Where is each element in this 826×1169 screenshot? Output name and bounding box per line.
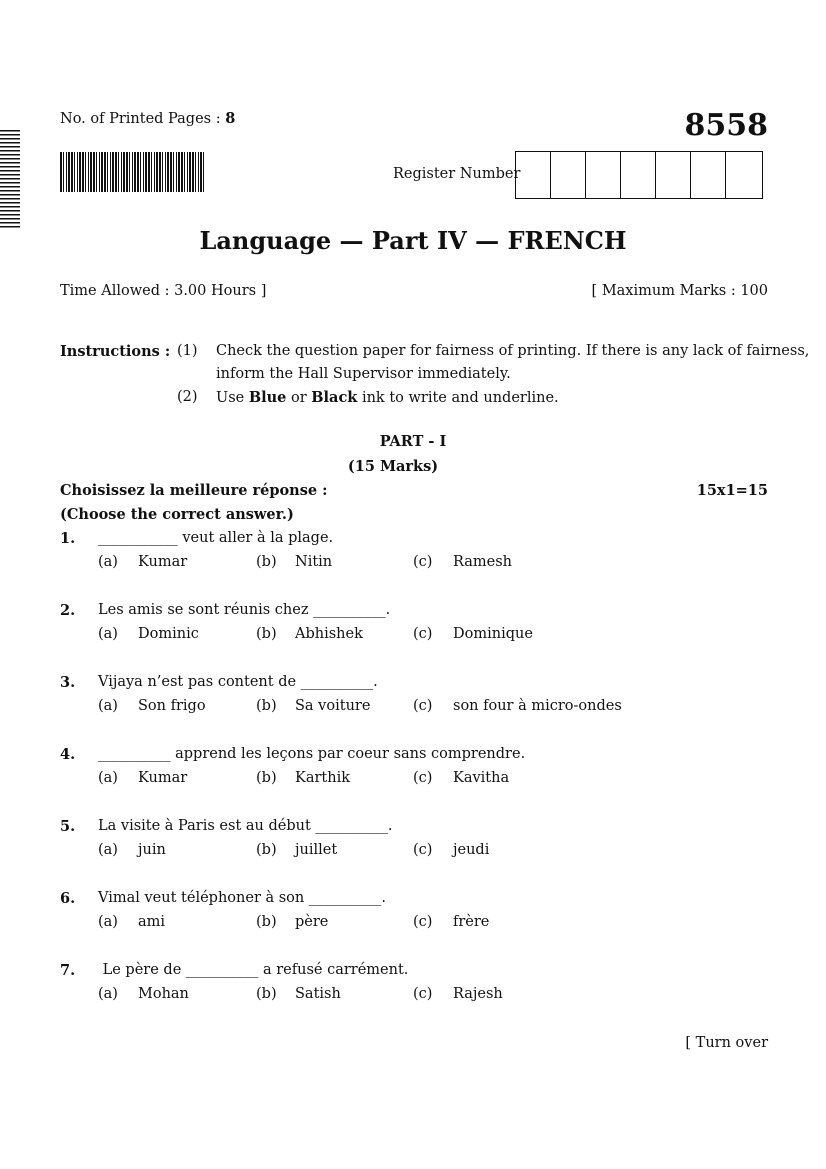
instructions-label: Instructions : [60,343,171,360]
question-number: 3. [60,674,76,691]
option-text: Kumar [138,554,188,570]
option-label: (c) [413,770,433,786]
option-label: (c) [413,698,433,714]
option-text: Son frigo [138,698,206,714]
question-number: 5. [60,818,76,835]
paper-title: Language — Part IV — FRENCH [199,226,627,255]
register-digit-box[interactable] [726,152,762,198]
question-number: 7. [60,962,76,979]
option-text: jeudi [453,842,490,858]
option-text: frère [453,914,490,930]
maximum-marks: [ Maximum Marks : 100 [591,283,768,299]
register-digit-box[interactable] [691,152,726,198]
option-text: Kavitha [453,770,510,786]
option-label: (a) [98,554,118,570]
section-scoring: 15x1=15 [696,482,768,499]
question-text: ___________ veut aller à la plage. [98,530,334,546]
instruction-2-number: (2) [177,389,198,405]
instruction-1-number: (1) [177,343,198,359]
option-label: (b) [256,986,277,1002]
option-label: (c) [413,626,433,642]
paper-code: 8558 [684,108,768,143]
option-label: (a) [98,626,118,642]
option-text: juin [138,842,166,858]
option-text: ami [138,914,166,930]
question-text: Les amis se sont réunis chez __________. [98,602,391,618]
part-marks: (15 Marks) [347,458,439,475]
option-label: (c) [413,554,433,570]
option-text: Dominic [138,626,199,642]
option-label: (b) [256,770,277,786]
option-text: Dominique [453,626,533,642]
question-text: Vijaya n’est pas content de __________. [98,674,378,690]
option-text: Abhishek [295,626,363,642]
printed-pages: No. of Printed Pages : 8 [60,110,236,127]
option-label: (a) [98,842,118,858]
instruction-2-text: Use Blue or Black ink to write and underline. [216,389,559,406]
option-label: (a) [98,698,118,714]
option-label: (c) [413,914,433,930]
option-label: (a) [98,986,118,1002]
question-number: 6. [60,890,76,907]
instruction-1-line-1: Check the question paper for fairness of printing. If there is any lack of fairness, [216,343,810,359]
option-text: Nitin [295,554,333,570]
question-number: 4. [60,746,76,763]
option-text: son four à micro-ondes [453,698,622,714]
section-heading-english: (Choose the correct answer.) [60,506,294,523]
option-label: (c) [413,986,433,1002]
option-label: (b) [256,554,277,570]
register-digit-box[interactable] [586,152,621,198]
register-digit-box[interactable] [551,152,586,198]
register-number-boxes[interactable] [515,151,763,199]
option-label: (a) [98,770,118,786]
question-text: Vimal veut téléphoner à son __________. [98,890,386,906]
question-text: __________ apprend les leçons par coeur sans comprendre. [98,746,526,762]
option-label: (b) [256,842,277,858]
turn-over: [ Turn over [685,1035,768,1051]
option-text: Sa voiture [295,698,371,714]
option-text: Karthik [295,770,350,786]
option-label: (a) [98,914,118,930]
question-text: Le père de __________ a refusé carrément. [98,962,409,978]
option-label: (b) [256,626,277,642]
option-label: (b) [256,698,277,714]
register-number-label: Register Number [393,166,521,182]
option-text: Rajesh [453,986,503,1002]
option-label: (b) [256,914,277,930]
section-heading-french: Choisissez la meilleure réponse : [60,482,328,499]
option-text: père [295,914,329,930]
question-text: La visite à Paris est au début __________. [98,818,393,834]
question-number: 1. [60,530,76,547]
side-barcode-strip [0,130,20,228]
part-title: PART - I [379,433,447,450]
option-text: Satish [295,986,341,1002]
time-allowed: Time Allowed : 3.00 Hours ] [60,283,267,299]
register-digit-box[interactable] [621,152,656,198]
option-text: Kumar [138,770,188,786]
register-digit-box[interactable] [516,152,551,198]
instruction-1-line-2: inform the Hall Supervisor immediately. [216,366,511,382]
question-number: 2. [60,602,76,619]
option-label: (c) [413,842,433,858]
register-digit-box[interactable] [656,152,691,198]
option-text: juillet [295,842,338,858]
barcode-image [60,152,204,192]
option-text: Ramesh [453,554,513,570]
option-text: Mohan [138,986,189,1002]
